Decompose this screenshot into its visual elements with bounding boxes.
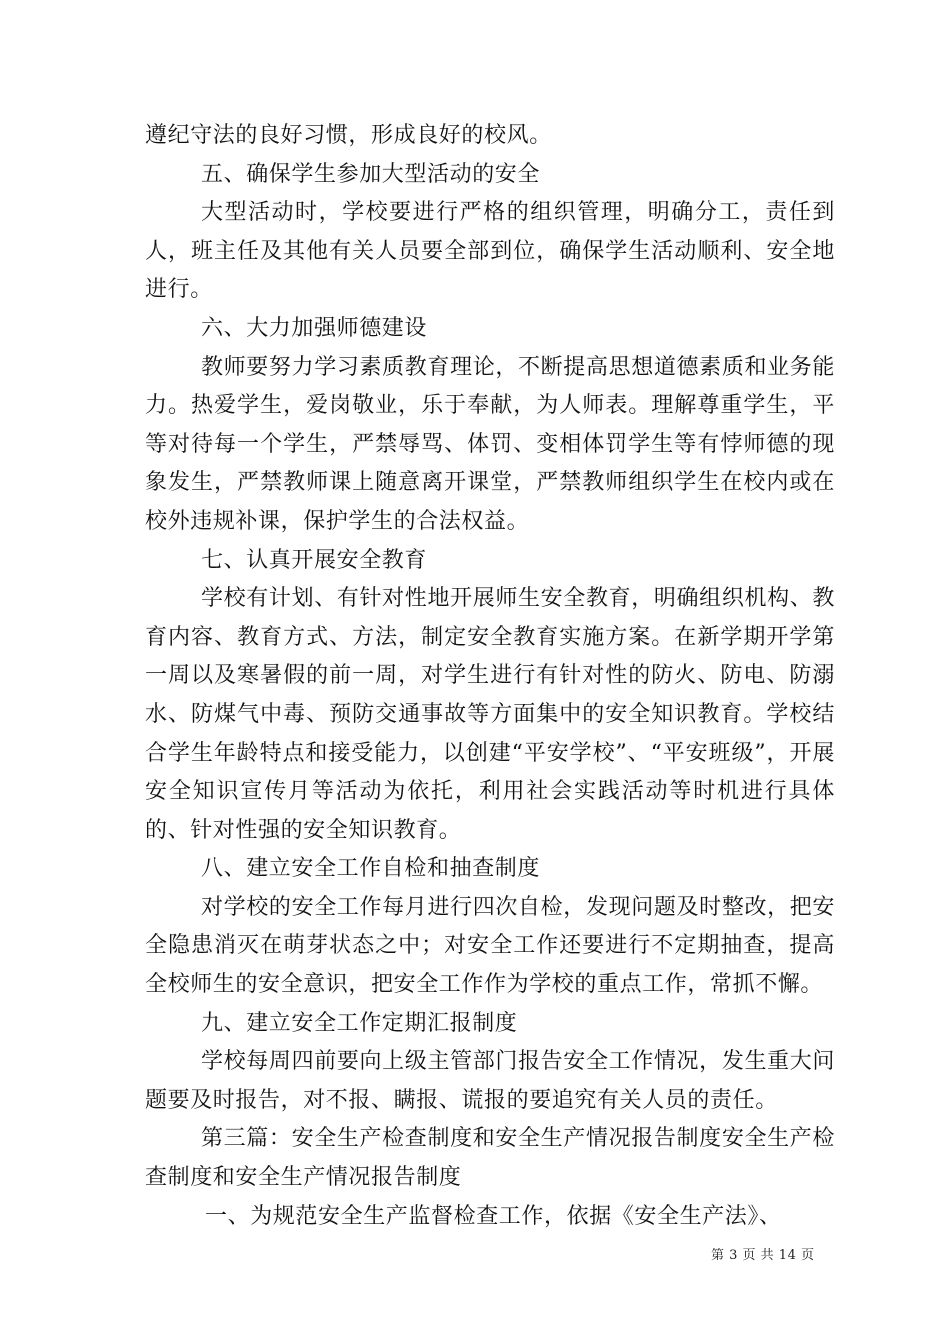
section-heading-8: 八、建立安全工作自检和抽查制度: [201, 856, 541, 882]
chapter-title: 第三篇：安全生产检查制度和安全生产情况报告制度安全生产检查制度和安全生产情况报告制度: [145, 1126, 835, 1191]
section-heading-9: 九、建立安全工作定期汇报制度: [201, 1010, 518, 1036]
paragraph-body: 一、为规范安全生产监督检查工作，依据《安全生产法》、: [205, 1203, 782, 1229]
section-heading-6: 六、大力加强师德建设: [201, 315, 428, 341]
paragraph-body: 大型活动时，学校要进行严格的组织管理，明确分工，责任到人，班主任及其他有关人员要全部到位，确保学生活动顺利、安全地进行。: [145, 200, 835, 303]
paragraph-body: 学校每周四前要向上级主管部门报告安全工作情况，发生重大问题要及时报告，对不报、瞒报、谎报的要追究有关人员的责任。: [145, 1049, 835, 1113]
page-number-footer: 第 3 页 共 14 页: [711, 1248, 815, 1263]
paragraph-body: 学校有计划、有针对性地开展师生安全教育，明确组织机构、教育内容、教育方式、方法，制定安全教育实施方案。在新学期开学第一周以及寒暑假的前一周，对学生进行有针对性的防火、防电、防溺水、防煤气中毒、预防交通事故等方面集中的安全知识教育。学校结合学生年龄特点和接受能力，以创建“平安学校”、“平安班级”，开展安全知识宣传月等活动为依托，利用社会实践活动等时机进行具体的、针对性强的安全知识教育。: [145, 586, 835, 843]
section-heading-5: 五、确保学生参加大型活动的安全: [201, 161, 541, 187]
paragraph-body: 教师要努力学习素质教育理论，不断提高思想道德素质和业务能力。热爱学生，爱岗敬业，乐于奉献，为人师表。理解尊重学生，平等对待每一个学生，严禁辱骂、体罚、变相体罚学生等有悖师德的现象发生，严禁教师课上随意离开课堂，严禁教师组织学生在校内或在校外违规补课，保护学生的合法权益。: [145, 354, 835, 534]
section-heading-7: 七、认真开展安全教育: [201, 547, 428, 573]
paragraph-continuation: 遵纪守法的良好习惯，形成良好的校风。: [145, 123, 552, 148]
paragraph-body: 对学校的安全工作每月进行四次自检，发现问题及时整改，把安全隐患消灭在萌芽状态之中；对安全工作还要进行不定期抽查，提高全校师生的安全意识，把安全工作作为学校的重点工作，常抓不懈。: [145, 894, 835, 998]
document-body: [145, 117, 835, 1236]
